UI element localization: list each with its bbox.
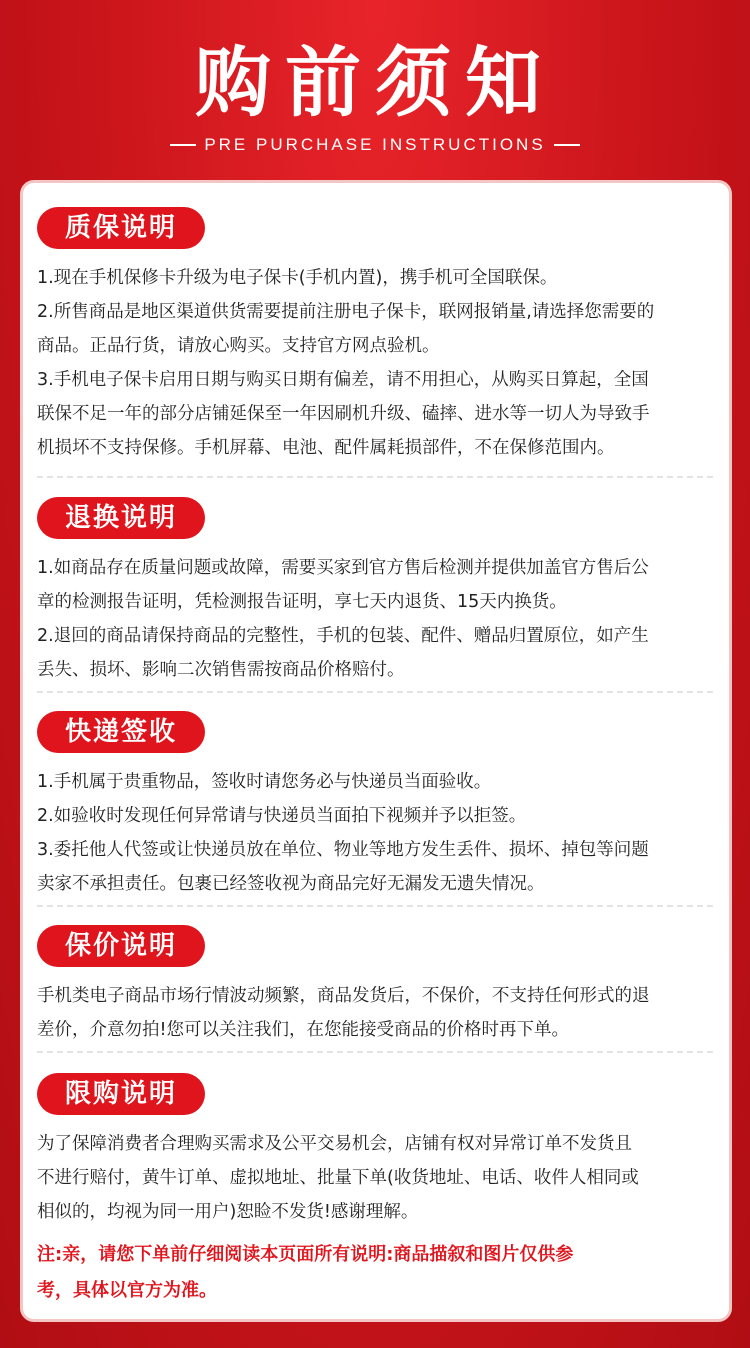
section-paragraph: 手机类电子商品市场行情波动频繁，商品发货后，不保价，不支持任何形式的退 差价，介意勿拍!您可以关注我们，在您能接受商品的价格时再下单。 xyxy=(37,986,650,1040)
section-price-protection xyxy=(37,925,727,1047)
section-paragraph: 3.委托他人代签或让快递员放在单位、物业等地方发生丢件、损坏、掉包等问题 卖家不承担责任。包裹已经签收视为商品完好无漏发无遗失情况。 xyxy=(37,840,649,894)
section-tag: 保价说明 xyxy=(37,925,205,967)
section-warranty xyxy=(37,207,727,465)
section-tag: 限购说明 xyxy=(37,1073,205,1115)
section-paragraph: 1.手机属于贵重物品，签收时请您务必与快递员当面验收。 xyxy=(37,772,492,792)
section-delivery xyxy=(37,711,727,901)
section-divider xyxy=(37,905,713,907)
section-divider xyxy=(37,1051,713,1053)
section-paragraph: 3.手机电子保卡启用日期与购买日期有偏差，请不用担心，从购买日算起，全国 联保不足一年的部分店铺延保至一年因刷机升级、磕摔、进水等一切人为导致手 机损坏不支持保修。手机屏幕、电池、配件属耗损部件，不在保修范围内。 xyxy=(37,370,650,458)
section-divider xyxy=(37,476,713,478)
section-paragraph: 1.如商品存在质量问题或故障，需要买家到官方售后检测并提供加盖官方售后公 章的检测报告证明，凭检测报告证明，享七天内退货、15天内换货。 xyxy=(37,558,649,612)
header xyxy=(0,0,750,180)
section-paragraph: 1.现在手机保修卡升级为电子保卡(手机内置)，携手机可全国联保。 xyxy=(37,268,558,288)
section-paragraph: 2.退回的商品请保持商品的完整性，手机的包装、配件、赠品归置原位，如产生 丢失、损坏、影响二次销售需按商品价格赔付。 xyxy=(37,626,649,680)
section-tag: 质保说明 xyxy=(37,207,205,249)
section-paragraph: 2.如验收时发现任何异常请与快递员当面拍下视频并予以拒签。 xyxy=(37,806,527,826)
section-paragraph: 为了保障消费者合理购买需求及公平交易机会，店铺有权对异常订单不发货且 不进行赔付，黄牛订单、虚拟地址、批量下单(收货地址、电话、收件人相同或 相似的，均视为同一用户)恕睑不发货!感谢理解。 xyxy=(37,1134,639,1222)
section-tag: 快递签收 xyxy=(37,711,205,753)
section-purchase-limit xyxy=(37,1073,727,1309)
section-divider xyxy=(37,691,713,693)
section-tag: 退换说明 xyxy=(37,497,205,539)
section-paragraph: 2.所售商品是地区渠道供货需要提前注册电子保卡，联网报销量,请选择您需要的 商品。正品行货，请放心购买。支持官方网点验机。 xyxy=(37,302,655,356)
notice-text: 注:亲，请您下单前仔细阅读本页面所有说明:商品描叙和图片仅供参 考，具体以官方为准。 xyxy=(37,1244,574,1301)
page-subtitle: PRE PURCHASE INSTRUCTIONS xyxy=(204,135,546,154)
section-returns xyxy=(37,497,727,687)
instructions-card xyxy=(20,180,732,1322)
subtitle-line-right xyxy=(554,144,580,146)
page-title: 购前须知 xyxy=(195,38,555,127)
